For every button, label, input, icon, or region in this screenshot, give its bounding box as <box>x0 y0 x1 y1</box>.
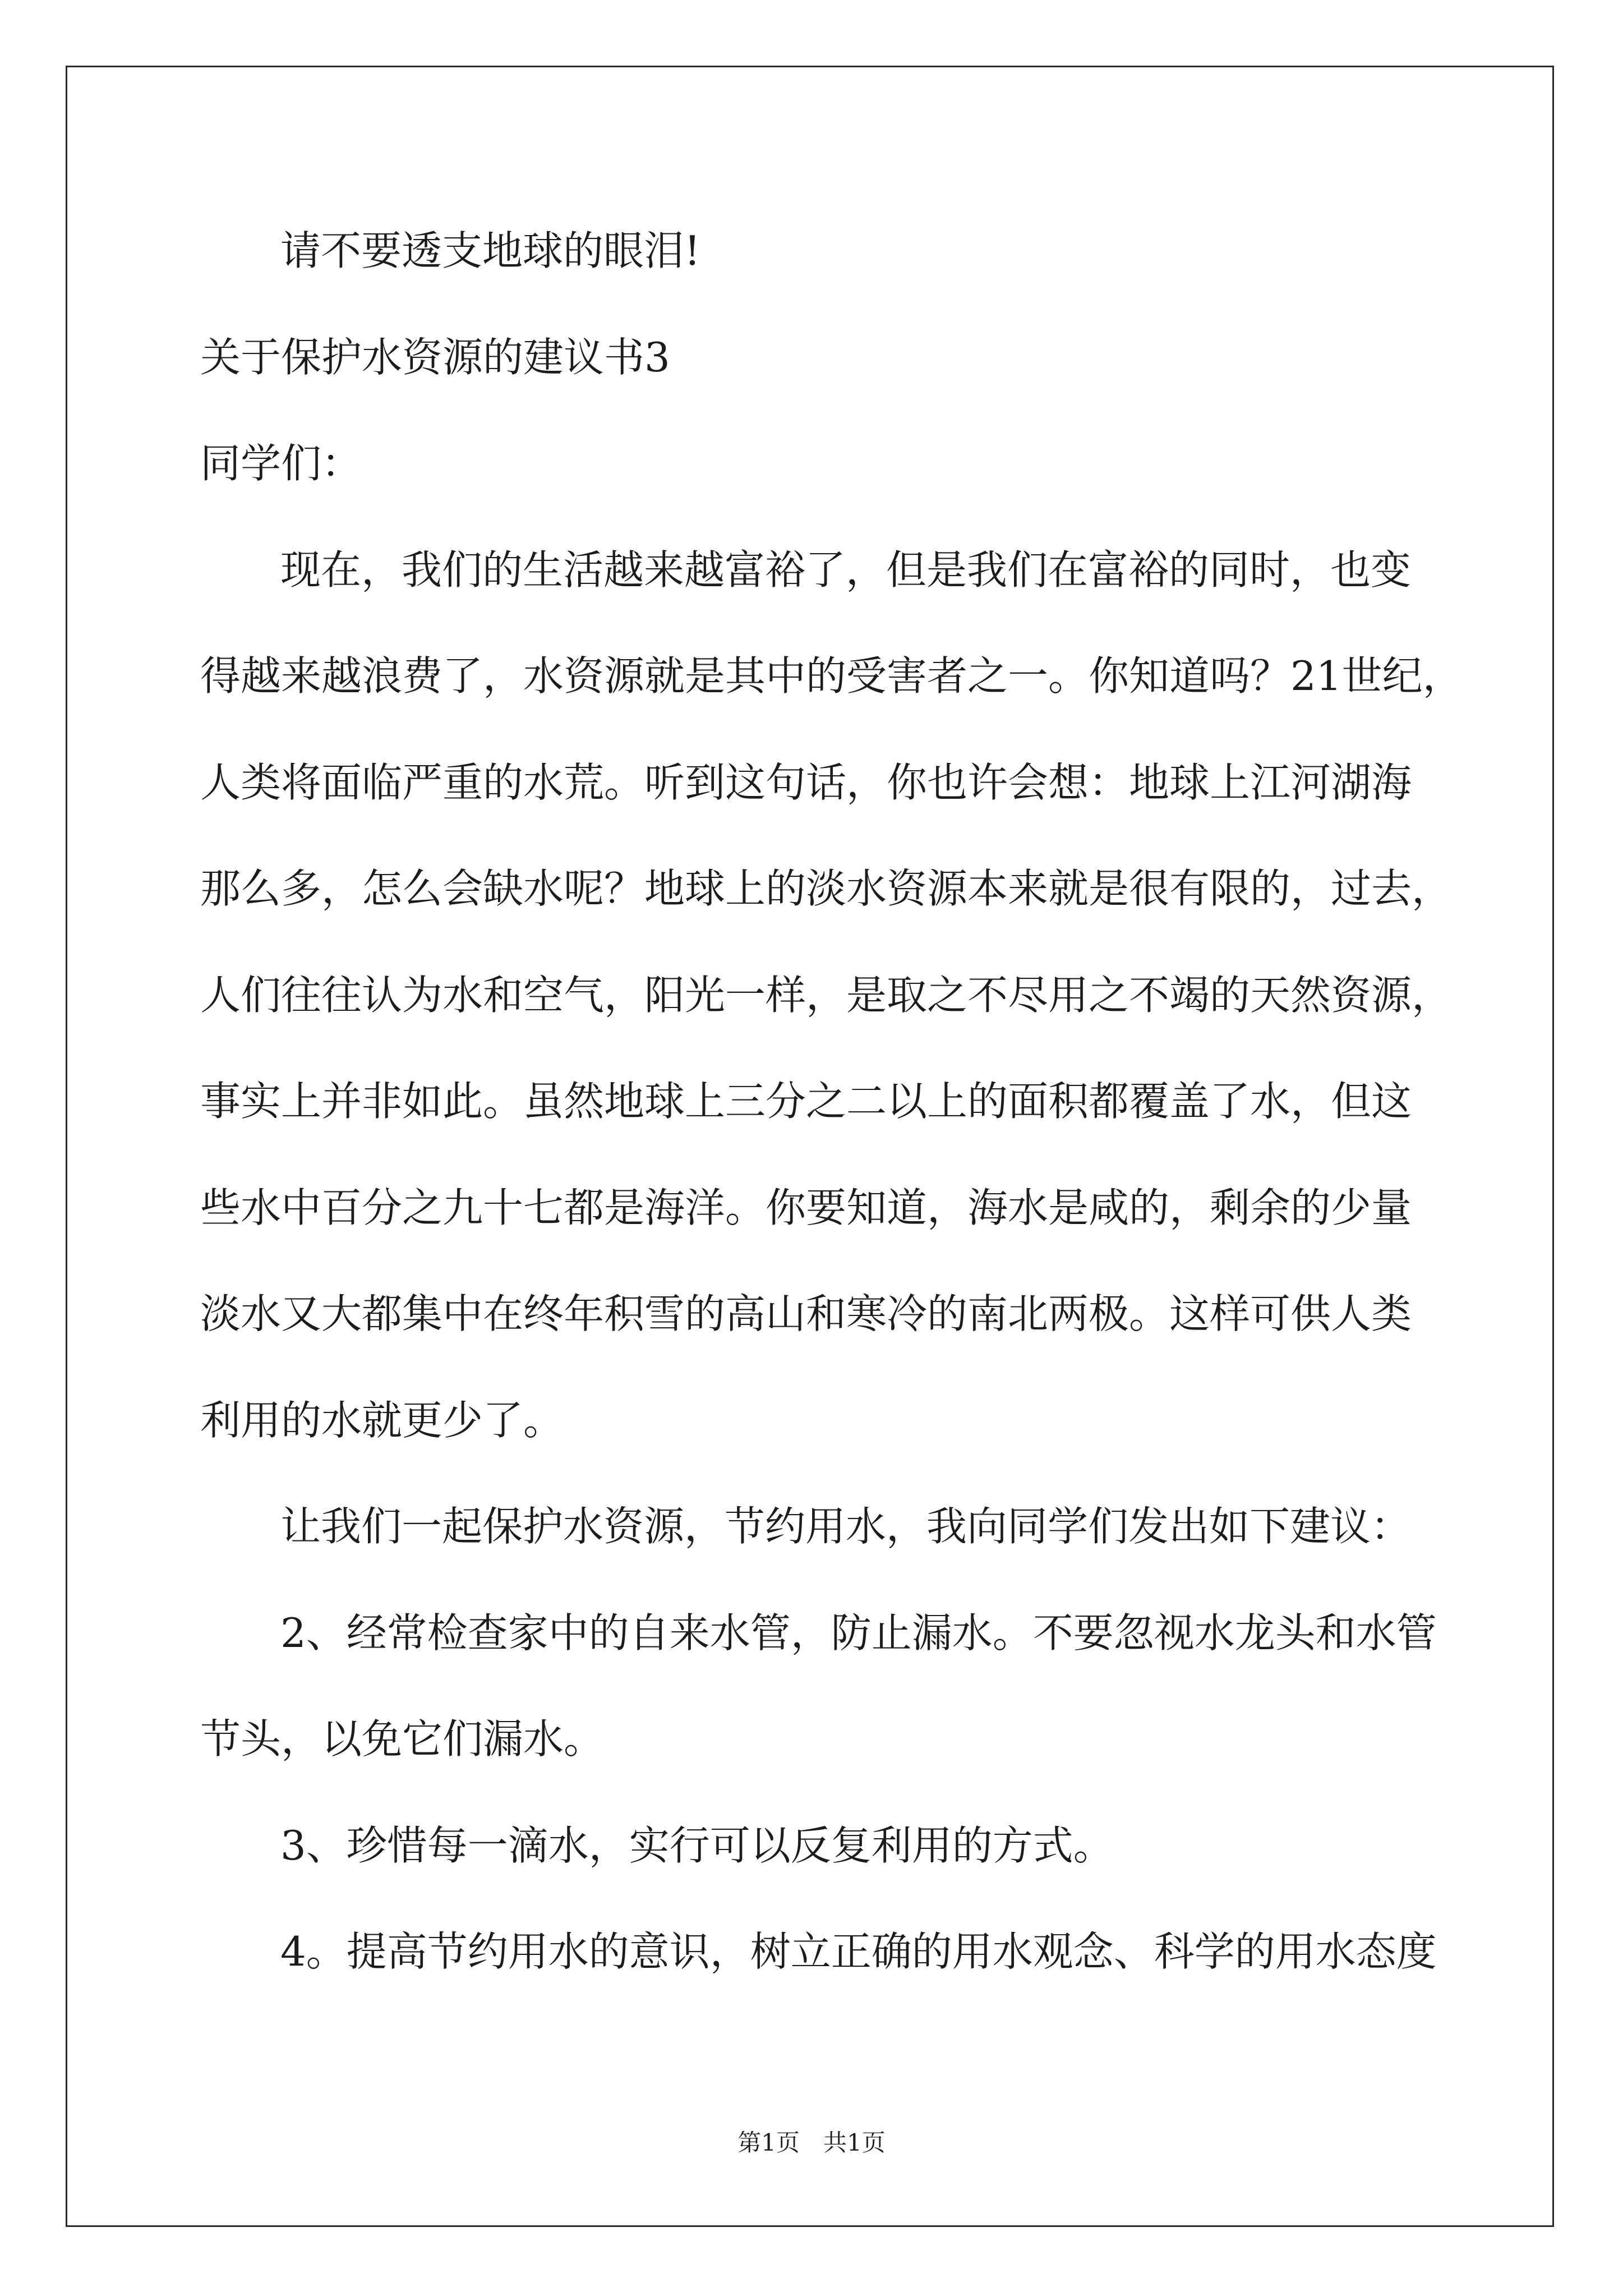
paragraph-intro <box>200 517 1490 1474</box>
document-body <box>200 198 1490 2005</box>
page-footer <box>0 2127 1623 2159</box>
paragraph-line: 利用的水就更少了。 <box>200 1396 564 1444</box>
paragraph-line: 现在，我们的生活越来越富裕了，但是我们在富裕的同时，也变 <box>280 546 1412 593</box>
paragraph-line: 那么多，怎么会缺水呢？地球上的淡水资源本来就是很有限的，过去， <box>200 865 1453 912</box>
page-number-label: 第1页 共1页 <box>737 2129 886 2156</box>
paragraph-line: 事实上并非如此。虽然地球上三分之二以上的面积都覆盖了水，但这 <box>200 1078 1412 1125</box>
paragraph-line: 3、珍惜每一滴水，实行可以反复利用的方式。 <box>280 1821 1114 1869</box>
paragraph-line: 得越来越浪费了，水资源就是其中的受害者之一。你知道吗？21世纪， <box>200 652 1463 700</box>
paragraph-line: 些水中百分之九十七都是海洋。你要知道，海水是咸的，剩余的少量 <box>200 1184 1412 1231</box>
document-title: 关于保护水资源的建议书3 <box>200 333 670 381</box>
suggestion-item-3 <box>200 1793 1490 1899</box>
paragraph-line: 淡水又大都集中在终年积雪的高山和寒冷的南北两极。这样可供人类 <box>200 1290 1412 1337</box>
paragraph-line: 人类将面临严重的水荒。听到这句话，你也许会想：地球上江河湖海 <box>200 758 1412 806</box>
paragraph-line: 人们往往认为水和空气，阳光一样，是取之不尽用之不竭的天然资源， <box>200 971 1453 1019</box>
paragraph-line: 节头，以免它们漏水。 <box>200 1715 605 1763</box>
salutation: 同学们： <box>200 440 362 487</box>
paragraph-line: 2、经常检查家中的自来水管，防止漏水。不要忽视水龙头和水管 <box>280 1609 1437 1657</box>
paragraph-line: 让我们一起保护水资源，节约用水，我向同学们发出如下建议： <box>280 1503 1412 1550</box>
paragraph-line: 4。提高节约用水的意识，树立正确的用水观念、科学的用水态度 <box>280 1928 1437 1975</box>
paragraph-suggestions-intro <box>200 1474 1490 1580</box>
suggestion-item-4 <box>200 1899 1490 2005</box>
closing-line: 请不要透支地球的眼泪! <box>280 227 700 274</box>
suggestion-item-2 <box>200 1580 1490 1793</box>
